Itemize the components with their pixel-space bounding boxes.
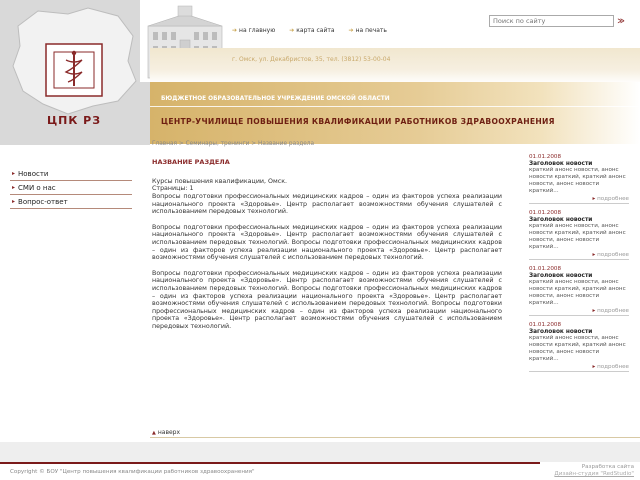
- footer-accent-line: [0, 462, 540, 464]
- news-summary: краткий анонс новости, анонс новости краткий, краткий анонс новости, анонс новости краткий...: [529, 335, 626, 362]
- sidebar-item-news[interactable]: ▸ Новости: [10, 167, 132, 181]
- arrow-up-icon: ▲: [152, 429, 156, 436]
- news-summary: краткий анонс новости, анонс новости краткий, краткий анонс новости, анонс новости краткий...: [529, 279, 626, 306]
- news-headline[interactable]: Заголовок новости: [529, 273, 593, 279]
- article-paragraph: Вопросы подготовки профессиональных медицинских кадров – один из факторов успеха реализации национального проекта «Здоровье». Центр располагает возможностями обучения слушателей с использованием передовых технологий.: [152, 193, 502, 216]
- triangle-right-icon: ▸: [592, 364, 596, 370]
- triangle-right-icon: ▸: [12, 170, 16, 177]
- article-body: [152, 193, 502, 331]
- breadcrumb-current: Название раздела: [257, 141, 315, 147]
- site-header: [0, 0, 640, 145]
- news-more-link[interactable]: ▸ подробнее: [529, 364, 629, 372]
- arrow-right-icon: ➔: [348, 26, 354, 34]
- developer-credit: [548, 464, 634, 478]
- home-link[interactable]: ➔ на главную: [232, 26, 276, 34]
- org-type: БЮДЖЕТНОЕ ОБРАЗОВАТЕЛЬНОЕ УЧРЕЖДЕНИЕ ОМСКОЙ ОБЛАСТИ: [161, 96, 390, 102]
- news-date: 01.01.2008: [529, 322, 562, 328]
- news-item: [529, 266, 629, 316]
- triangle-right-icon: ▸: [592, 196, 596, 202]
- logo-text: ЦПК РЗ: [46, 114, 102, 127]
- main-content: [152, 178, 502, 186]
- back-to-top-link[interactable]: ▲ наверх: [152, 429, 181, 436]
- search-box: [489, 14, 631, 27]
- developer-label: Разработка сайта: [581, 464, 634, 470]
- sidebar-item-faq[interactable]: ▸ Вопрос-ответ: [10, 195, 132, 209]
- news-more-link[interactable]: ▸ подробнее: [529, 308, 629, 316]
- news-date: 01.01.2008: [529, 266, 562, 272]
- article-paragraph: Вопросы подготовки профессиональных медицинских кадров – один из факторов успеха реализации национального проекта «Здоровье». Центр располагает возможностями обучения слушателей с использованием передовых технологий. Вопросы подготовки профессиональных медицинских кадров – один из факторов успеха реализации национального проекта «Здоровье». Центр располагает возможностями обучения слушателей с использованием передовых технологий. Вопросы подготовки профессиональных медицинских кадров – один из факторов успеха реализации национального проекта «Здоровье». Центр располагает возможностями обучения слушателей с использованием передовых технологий.: [152, 269, 502, 330]
- address-band: [150, 48, 640, 84]
- title-divider: [150, 106, 640, 107]
- footer-bar: [0, 442, 640, 462]
- news-column: [529, 154, 629, 378]
- article-paragraph: Вопросы подготовки профессиональных медицинских кадров – один из факторов успеха реализации национального проекта «Здоровье». Центр располагает возможностями обучения слушателей с использованием передовых технологий. Вопросы подготовки профессиональных медицинских кадров – один из факторов успеха реализации национального проекта «Здоровье». Центр располагает возможностями обучения слушателей с использованием передовых технологий.: [152, 223, 502, 262]
- top-navigation: [232, 25, 387, 35]
- copyright-text: Copyright © БОУ "Центр повышения квалификации работников здравоохранения": [10, 469, 255, 475]
- title-band: [150, 82, 640, 144]
- news-date: 01.01.2008: [529, 154, 562, 160]
- news-headline[interactable]: Заголовок новости: [529, 329, 593, 335]
- search-button[interactable]: ≫: [617, 16, 625, 25]
- arrow-right-icon: ➔: [232, 26, 238, 34]
- triangle-right-icon: ▸: [12, 184, 16, 191]
- news-date: 01.01.2008: [529, 210, 562, 216]
- news-item: [529, 210, 629, 260]
- org-name: ЦЕНТР-УЧИЛИЩЕ ПОВЫШЕНИЯ КВАЛИФИКАЦИИ РАБОТНИКОВ ЗДРАВООХРАНЕНИЯ: [161, 117, 555, 126]
- developer-link[interactable]: Дизайн-студия "RedStudio": [554, 471, 634, 477]
- print-link[interactable]: ➔ на печать: [348, 26, 387, 34]
- arrow-right-icon: ➔: [289, 26, 295, 34]
- triangle-right-icon: ▸: [12, 198, 16, 205]
- breadcrumb: Главная > Семинары, тренинги > Название раздела: [152, 141, 315, 147]
- search-input[interactable]: [489, 15, 614, 27]
- sitemap-link[interactable]: ➔ карта сайта: [289, 26, 335, 34]
- contact-address: г. Омск, ул. Декабристов, 35, тел. (3812) 53-00-04: [232, 56, 391, 63]
- triangle-right-icon: ▸: [592, 252, 596, 258]
- sidebar-item-media[interactable]: ▸ СМИ о нас: [10, 181, 132, 195]
- page-counter: Страницы: 1: [152, 185, 194, 192]
- news-summary: краткий анонс новости, анонс новости краткий, краткий анонс новости, анонс новости краткий...: [529, 223, 626, 250]
- page-title: НАЗВАНИЕ РАЗДЕЛА: [152, 158, 230, 166]
- news-item: [529, 322, 629, 372]
- triangle-right-icon: ▸: [592, 308, 596, 314]
- news-headline[interactable]: Заголовок новости: [529, 217, 593, 223]
- news-summary: краткий анонс новости, анонс новости краткий, краткий анонс новости, анонс новости краткий...: [529, 167, 626, 194]
- intro-text: Курсы повышения квалификации, Омск.: [152, 178, 287, 185]
- footer-divider: [150, 437, 640, 438]
- sidebar-nav: [10, 167, 132, 209]
- news-headline[interactable]: Заголовок новости: [529, 161, 593, 167]
- region-map-logo[interactable]: [8, 6, 138, 116]
- breadcrumb-parent[interactable]: Семинары, тренинги: [185, 141, 250, 147]
- logo-area: [0, 0, 150, 145]
- news-item: [529, 154, 629, 204]
- news-more-link[interactable]: ▸ подробнее: [529, 196, 629, 204]
- breadcrumb-home[interactable]: Главная: [152, 141, 178, 147]
- news-more-link[interactable]: ▸ подробнее: [529, 252, 629, 260]
